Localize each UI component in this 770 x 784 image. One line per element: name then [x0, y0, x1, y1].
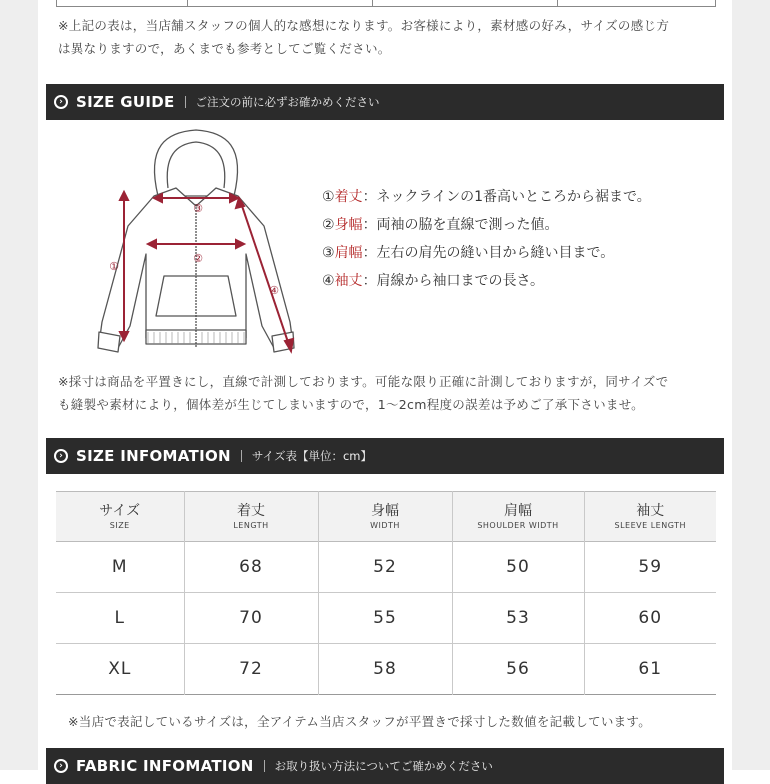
size-info-title: SIZE INFOMATION	[76, 447, 231, 465]
size-info-header	[46, 438, 724, 474]
top-note	[58, 14, 669, 60]
top-note-line1: ※上記の表は，当店舗スタッフの個人的な感想になります。お客様により，素材感の好み，サイズの感じ方	[58, 18, 670, 33]
chevron-right-circle-icon: ›	[54, 449, 68, 463]
size-info-subtitle: サイズ表【単位：cm】	[251, 449, 372, 463]
chevron-right-circle-icon: ›	[54, 759, 68, 773]
legend-row-sleeve: ④袖丈：肩線から袖口までの長さ。	[322, 273, 545, 289]
fabric-info-title: FABRIC INFOMATION	[76, 757, 254, 775]
left-margin	[0, 0, 38, 770]
header-divider	[264, 760, 265, 772]
size-note: ※当店で表記しているサイズは，全アイテム当店スタッフが平置きで採寸した数値を記載しています。	[68, 714, 652, 729]
size-table-header	[56, 492, 716, 542]
col-shoulder-width: 肩幅 SHOULDER WIDTH	[452, 492, 584, 542]
measurement-legend	[322, 183, 651, 295]
marker-shoulder: ③	[193, 202, 203, 215]
right-margin	[732, 0, 770, 770]
previous-table-remnant	[56, 0, 716, 7]
table-row: XL 72 58 56 61	[56, 644, 716, 695]
left-cuff	[98, 332, 120, 352]
header-divider	[241, 450, 242, 462]
size-guide-header	[46, 84, 724, 120]
fabric-info-header	[46, 748, 724, 784]
table-row: M 68 52 50 59	[56, 542, 716, 593]
size-table	[56, 491, 716, 695]
hoodie-measurement-diagram	[76, 126, 316, 366]
col-size: サイズ SIZE	[56, 492, 184, 542]
col-width: 身幅 WIDTH	[318, 492, 452, 542]
legend-row-shoulder: ③肩幅：左右の肩先の縫い目から縫い目まで。	[322, 245, 615, 261]
hood-outline	[154, 130, 237, 196]
chevron-right-circle-icon: ›	[54, 95, 68, 109]
fabric-info-subtitle: お取り扱い方法についてご確かめください	[274, 759, 493, 773]
size-guide-subtitle: ご注文の前に必ずお確かめください	[195, 95, 380, 109]
size-guide-title: SIZE GUIDE	[76, 93, 175, 111]
marker-sleeve: ④	[269, 284, 279, 297]
top-note-line2: は異なりますので，あくまでも参考としてご覧ください。	[58, 41, 391, 56]
marker-width: ②	[193, 252, 203, 265]
product-detail-page	[46, 0, 724, 775]
table-row: L 70 55 53 60	[56, 593, 716, 644]
measurement-note: ※採寸は商品を平置きにし，直線で計測しております。可能な限り正確に計測しておりますが，同サイズで も縫製や素材により，個体差が生じてしまいますので，1〜2cm程度の誤差は予めご了承下さいませ。	[58, 374, 669, 412]
legend-row-length: ①着丈：ネックラインの1番高いところから裾まで。	[322, 189, 651, 205]
col-sleeve-length: 袖丈 SLEEVE LENGTH	[614, 502, 687, 530]
col-length: 着丈 LENGTH	[184, 492, 318, 542]
legend-row-width: ②身幅：両袖の脇を直線で測った値。	[322, 217, 559, 233]
header-divider	[185, 96, 186, 108]
marker-length: ①	[109, 260, 119, 273]
